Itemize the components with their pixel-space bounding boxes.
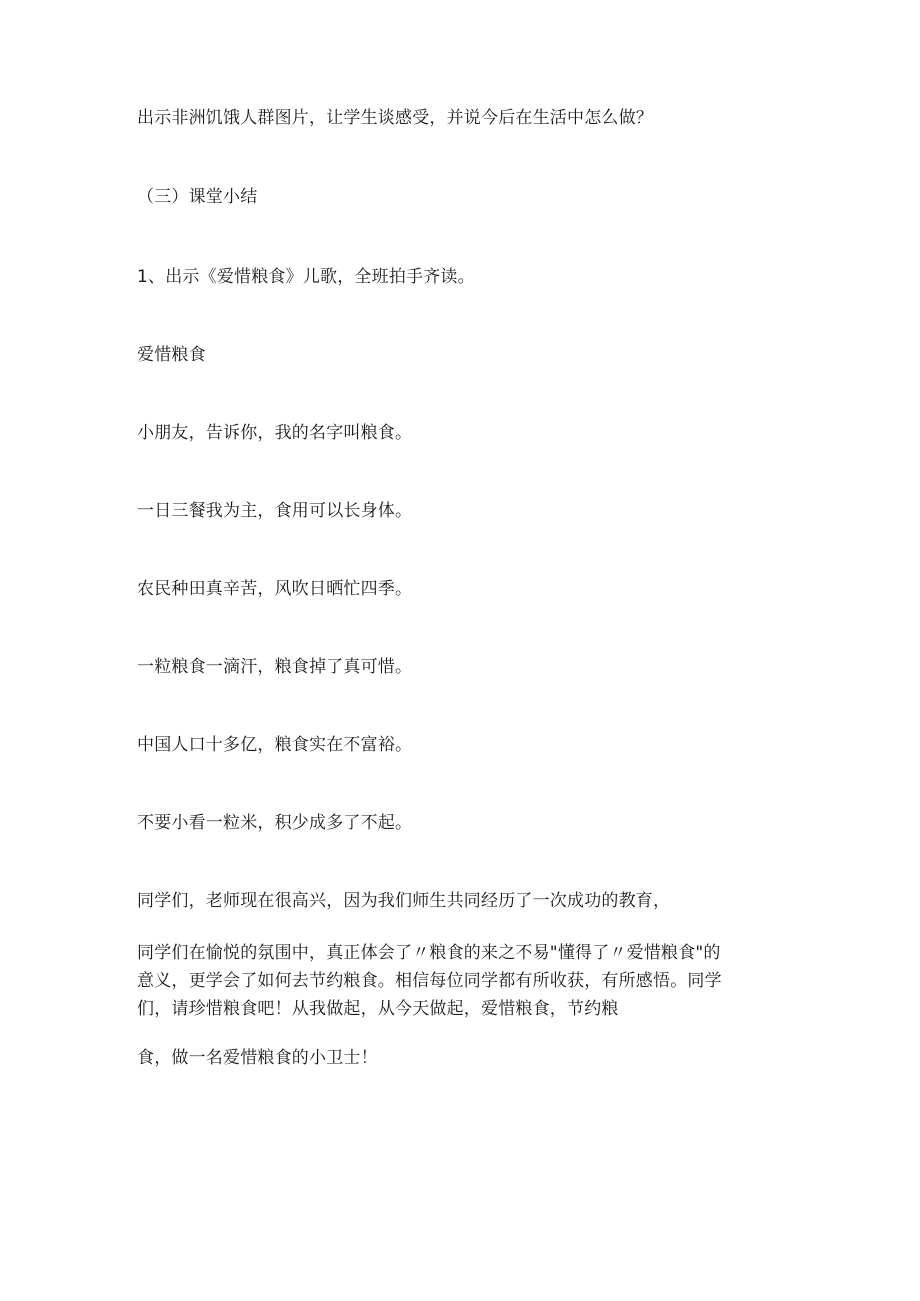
instruction-line: 1、出示《爱惜粮食》儿歌，全班拍手齐读。	[137, 267, 475, 287]
poem-line: 中国人口十多亿，粮食实在不富裕。	[137, 735, 413, 755]
paragraph-line: 们，请珍惜粮食吧！从我做起，从今天做起，爱惜粮食，节约粮	[137, 999, 619, 1019]
poem-line: 一粒粮食一滴汗，粮食掉了真可惜。	[137, 657, 413, 677]
paragraph-line: 同学们在愉悦的氛围中，真正体会了〃粮食的来之不易"懂得了〃爱惜粮食"的	[137, 943, 721, 963]
poem-title: 爱惜粮食	[137, 345, 206, 365]
paragraph-line: 意义，更学会了如何去节约粮食。相信每位同学都有所收获，有所感悟。同学	[137, 971, 722, 991]
section-heading: （三）课堂小结	[137, 187, 258, 207]
summary-line: 同学们，老师现在很高兴，因为我们师生共同经历了一次成功的教育，	[137, 891, 671, 911]
poem-line: 小朋友，告诉你，我的名字叫粮食。	[137, 423, 413, 443]
poem-line: 农民种田真辛苦，风吹日晒忙四季。	[137, 579, 413, 599]
poem-line: 不要小看一粒米，积少成多了不起。	[137, 813, 413, 833]
closing-line: 食，做一名爱惜粮食的小卫士！	[137, 1048, 378, 1068]
summary-paragraph	[137, 939, 787, 1023]
poem-line: 一日三餐我为主，食用可以长身体。	[137, 501, 413, 521]
intro-line: 出示非洲饥饿人群图片，让学生谈感受，并说今后在生活中怎么做？	[137, 108, 653, 128]
